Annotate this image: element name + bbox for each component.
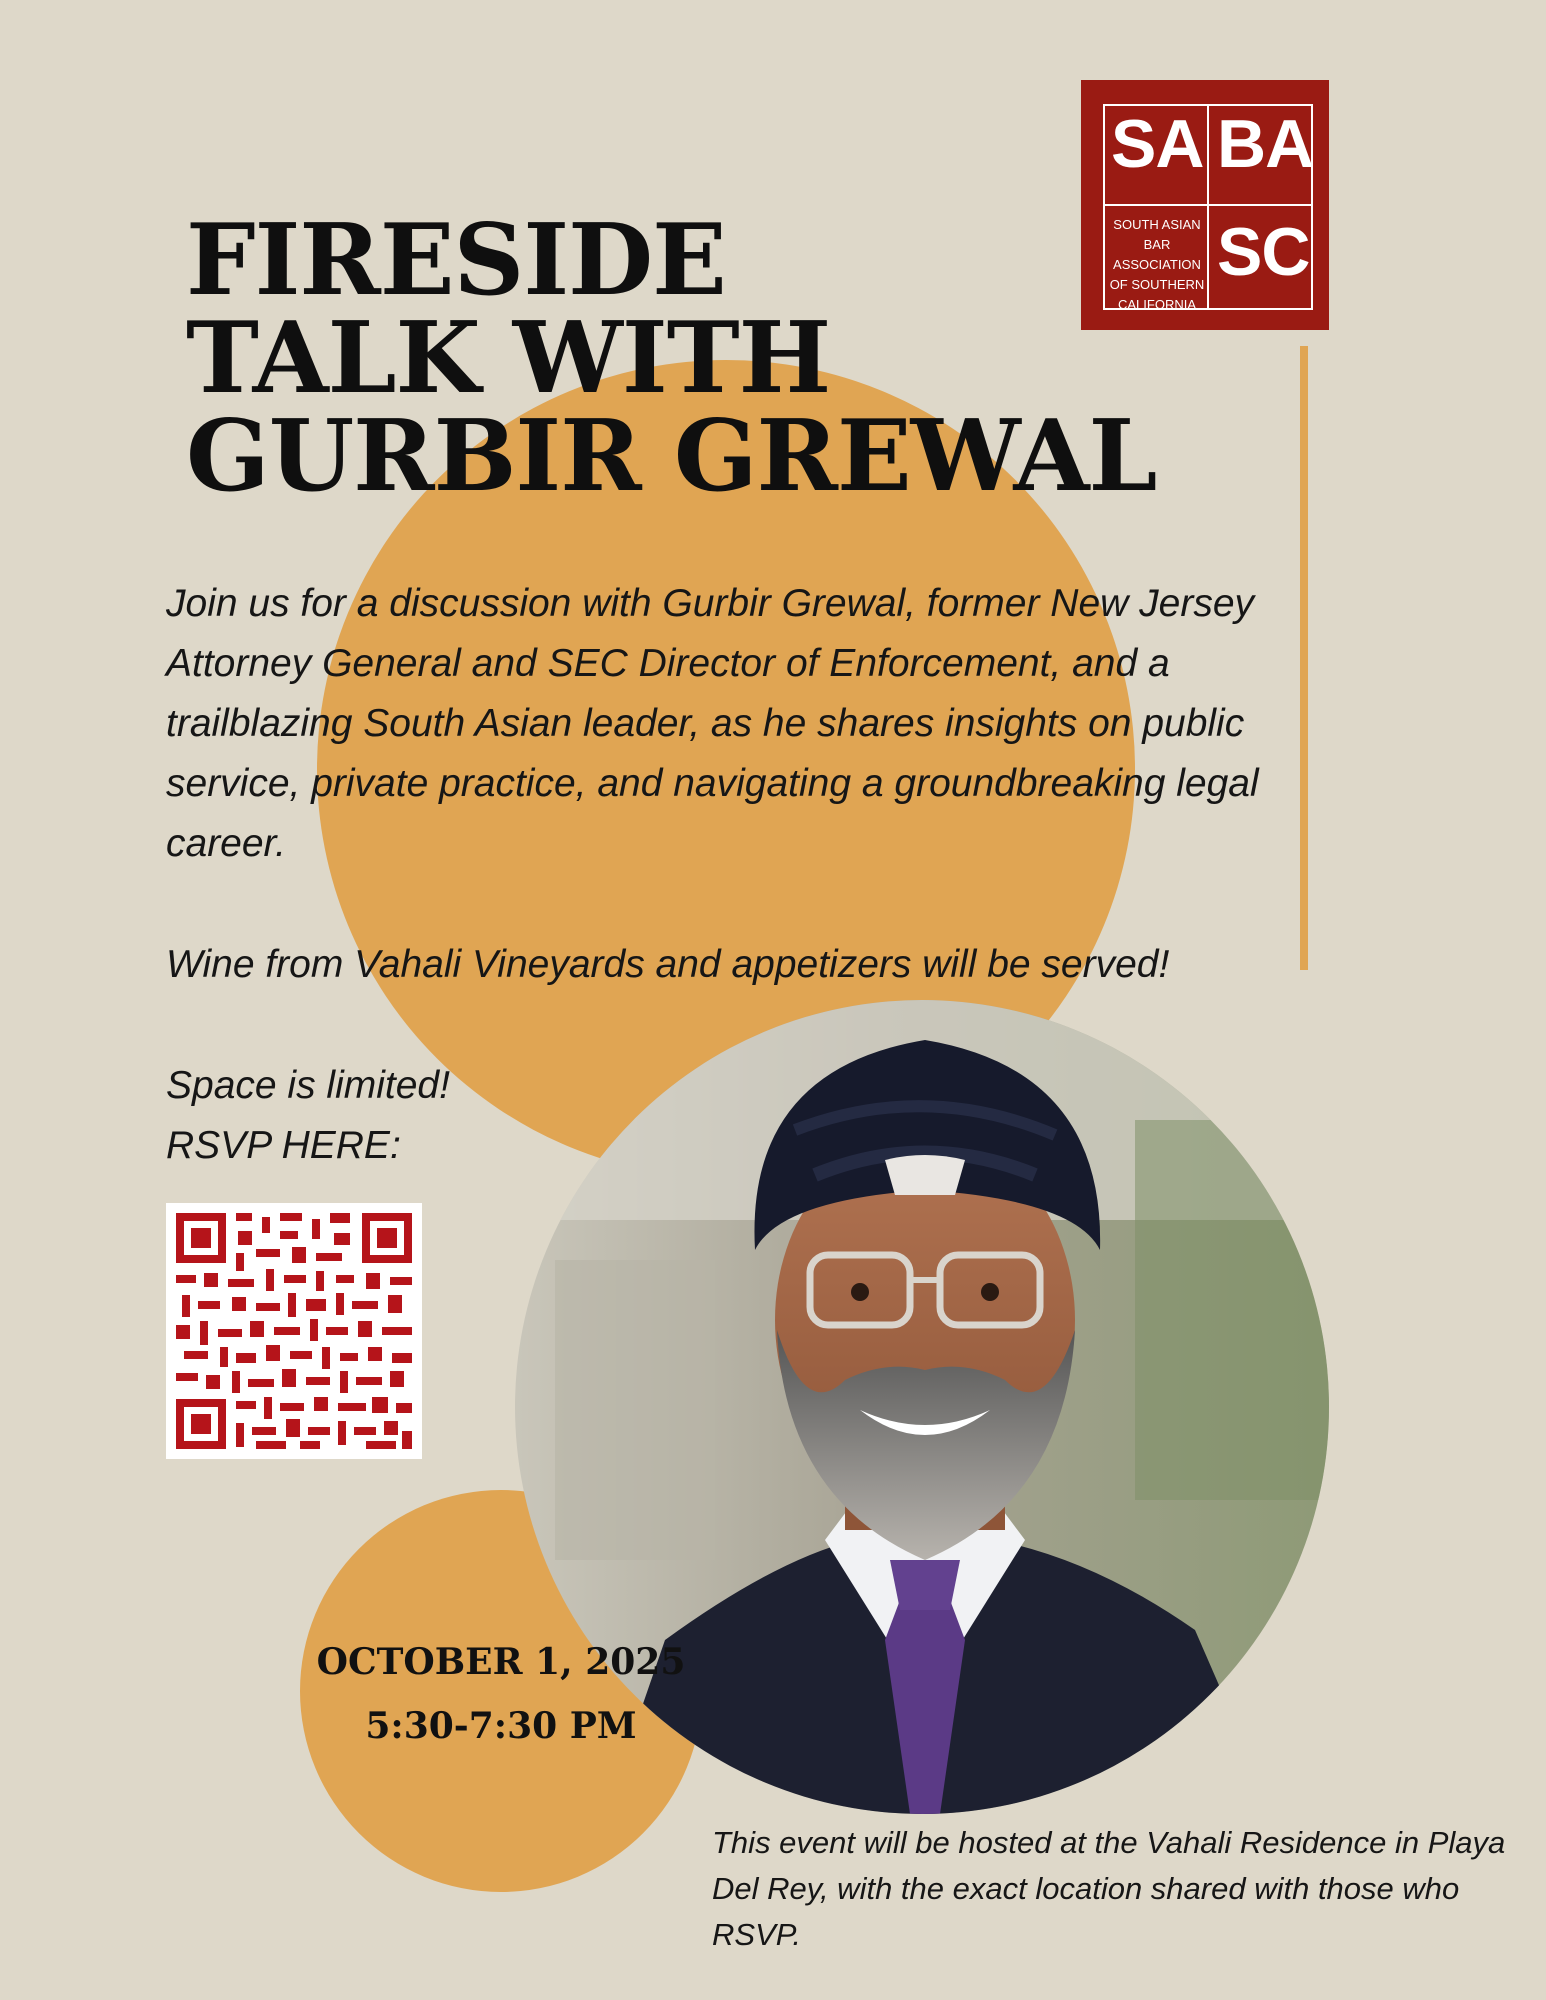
logo-org-line: CALIFORNIA — [1117, 297, 1196, 312]
logo-divider-vertical-top — [1207, 104, 1209, 208]
logo-letters-ba: BA — [1217, 106, 1314, 182]
venue-note: This event will be hosted at the Vahali Residence in Playa Del Rey, with the exact location shared with those who RSVP. — [712, 1825, 1506, 1952]
headline-line: TALK WITH — [186, 301, 831, 416]
headline-line: FIRESIDE — [186, 203, 726, 318]
rsvp-here-text: RSVP HERE: — [166, 1124, 401, 1167]
logo-org-line: OF SOUTHERN — [1109, 277, 1205, 292]
event-headline — [186, 203, 1186, 514]
accent-divider-line — [1300, 346, 1308, 970]
qr-code-graphic — [176, 1213, 412, 1449]
event-datetime — [300, 1630, 702, 1758]
logo-letters-sc: SC — [1217, 214, 1310, 290]
wine-note: Wine from Vahali Vineyards and appetizers will be served! — [166, 943, 1170, 986]
event-time: 5:30-7:30 PM — [365, 1705, 637, 1747]
rsvp-qr-code[interactable] — [166, 1203, 422, 1459]
headline-line: GURBIR GREWAL — [186, 399, 1157, 514]
logo-letters-sa: SA — [1111, 106, 1204, 182]
logo-org-line: SOUTH ASIAN — [1113, 217, 1201, 232]
logo-org-line: BAR ASSOCIATION — [1113, 237, 1201, 272]
event-date: OCTOBER 1, 2025 — [316, 1641, 686, 1683]
rsvp-prompt — [166, 1056, 666, 1176]
space-limited-text: Space is limited! — [166, 1064, 450, 1107]
event-description: Join us for a discussion with Gurbir Grewal, former New Jersey Attorney General and SEC Director of Enforcement, and a trailblazing South Asian leader, as he shares insights on public service, private practice, and navigating a groundbreaking legal career. — [166, 582, 1259, 865]
